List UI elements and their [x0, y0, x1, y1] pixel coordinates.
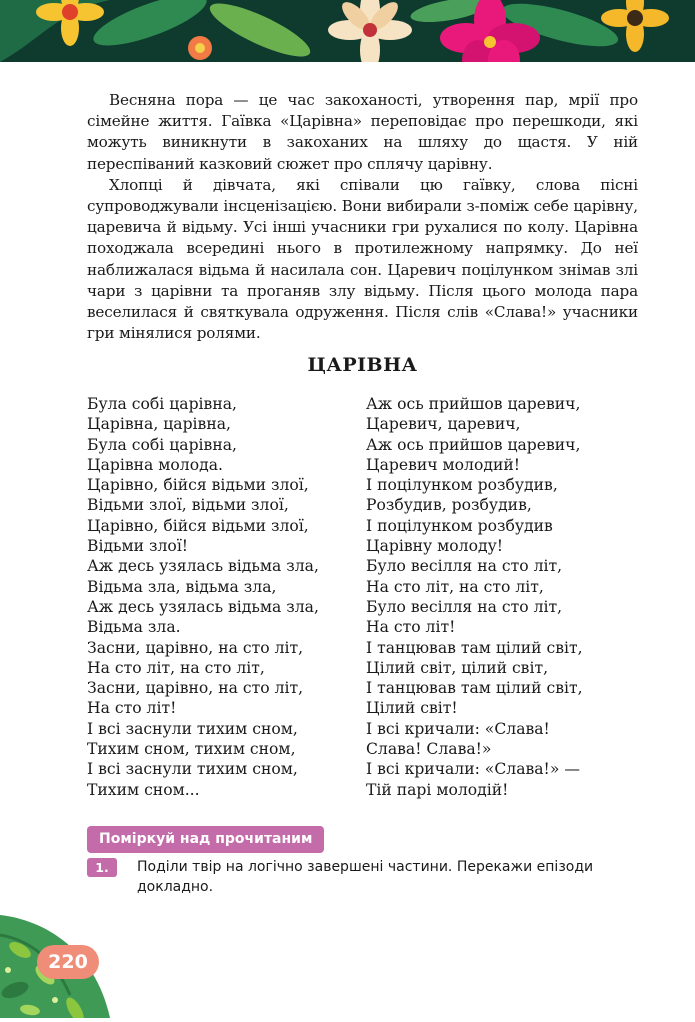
poem-line: Було весілля на сто літ, — [366, 597, 563, 616]
poem-line: Тихим сном... — [87, 780, 200, 799]
page-number: 220 — [37, 945, 99, 979]
poem-line: І поцілунком розбудив, — [366, 476, 558, 495]
poem-line: Була собі царівна, — [87, 395, 237, 413]
poem-line: Цілий світ! — [366, 699, 458, 718]
poem-line: Тихим сном, тихим сном, — [87, 740, 296, 759]
poem-line: І танцював там цілий світ, — [366, 679, 583, 698]
poem-line: Аж ось прийшов царевич, — [366, 435, 581, 454]
question-number-badge: 1. — [87, 858, 117, 877]
intro-paragraph: Хлопці й дівчата, які співали цю гаївку, слова пісні супроводжували інсценізацією. Вони вибирали з-поміж себе царівну, царевича й відьму. Усі інші учасники гри рухалися по колу. Царівна походжала всередині нього в протилежному напрямку. До неї наближалася відьма й насилала сон. Царевич поцілунком знімав злі чари з царівни та проганяв злу відьму. Після цього молода пара веселилася й святкувала одруження. Після слів «Слава!» учасники гри мінялися ролями. — [87, 175, 638, 343]
poem-line: Відьми злої, відьми злої, — [87, 496, 289, 515]
poem-line: На сто літ! — [87, 699, 177, 718]
poem-line: Відьма зла. — [87, 618, 181, 637]
poem-line: Було весілля на сто літ, — [366, 557, 563, 576]
poem-line: І всі заснули тихим сном, — [87, 719, 298, 738]
poem-line: Царівно, бійся відьми злої, — [87, 476, 309, 495]
poem-line: Відьми злої! — [87, 537, 189, 556]
poem-line: Відьма зла, відьма зла, — [87, 577, 277, 596]
poem-line: І всі кричали: «Слава! — [366, 719, 550, 738]
poem-line: На сто літ, на сто літ, — [366, 577, 544, 596]
poem-line: На сто літ! — [366, 618, 456, 637]
intro-text — [87, 90, 638, 344]
poem-line: І всі кричали: «Слава!» — — [366, 760, 580, 779]
poem-right-column — [366, 394, 656, 800]
poem-line: І танцював там цілий світ, — [366, 638, 583, 657]
poem-title: ЦАРІВНА — [307, 354, 418, 376]
poem-line: Тій парі молодій! — [366, 780, 509, 799]
poem-line: Засни, царівно, на сто літ, — [87, 638, 304, 657]
poem-line: І всі заснули тихим сном, — [87, 760, 298, 779]
poem-line: Аж десь узялась відьма зла, — [87, 597, 319, 616]
poem-line: Царівна молода. — [87, 455, 223, 474]
poem-line: Царевич, царевич, — [366, 415, 521, 434]
poem-left-column — [87, 394, 357, 800]
poem-line: Розбудив, розбудив, — [366, 496, 532, 515]
poem-line: Цілий світ, цілий світ, — [366, 658, 549, 677]
poem-line: І поцілунком розбудив — [366, 516, 553, 535]
poem-line: Аж ось прийшов царевич, — [366, 395, 581, 413]
poem-line: Царівну молоду! — [366, 537, 504, 556]
poem-line: На сто літ, на сто літ, — [87, 658, 265, 677]
intro-paragraph: Весняна пора — це час закоханості, утворення пар, мрії про сімейне життя. Гаївка «Царівна» переповідає про перешкоди, які можуть виникнути в закоханих на шляху до щастя. У ній переспіваний казковий сюжет про сплячу царівну. — [87, 91, 638, 173]
section-heading-reflect: Поміркуй над прочитаним — [87, 826, 324, 853]
question-text: Поділи твір на логічно завершені частини. Перекажи епізоди докладно. — [137, 859, 594, 895]
poem-line: Засни, царівно, на сто літ, — [87, 679, 304, 698]
poem-line: Слава! Слава!» — [366, 740, 492, 759]
poem-line: Царевич молодий! — [366, 455, 521, 474]
poem-line: Царівно, бійся відьми злої, — [87, 516, 309, 535]
poem-line: Царівна, царівна, — [87, 415, 231, 434]
flower-banner-icon — [0, 0, 695, 62]
poem-line: Аж десь узялась відьма зла, — [87, 557, 319, 576]
poem-line: Була собі царівна, — [87, 435, 237, 454]
